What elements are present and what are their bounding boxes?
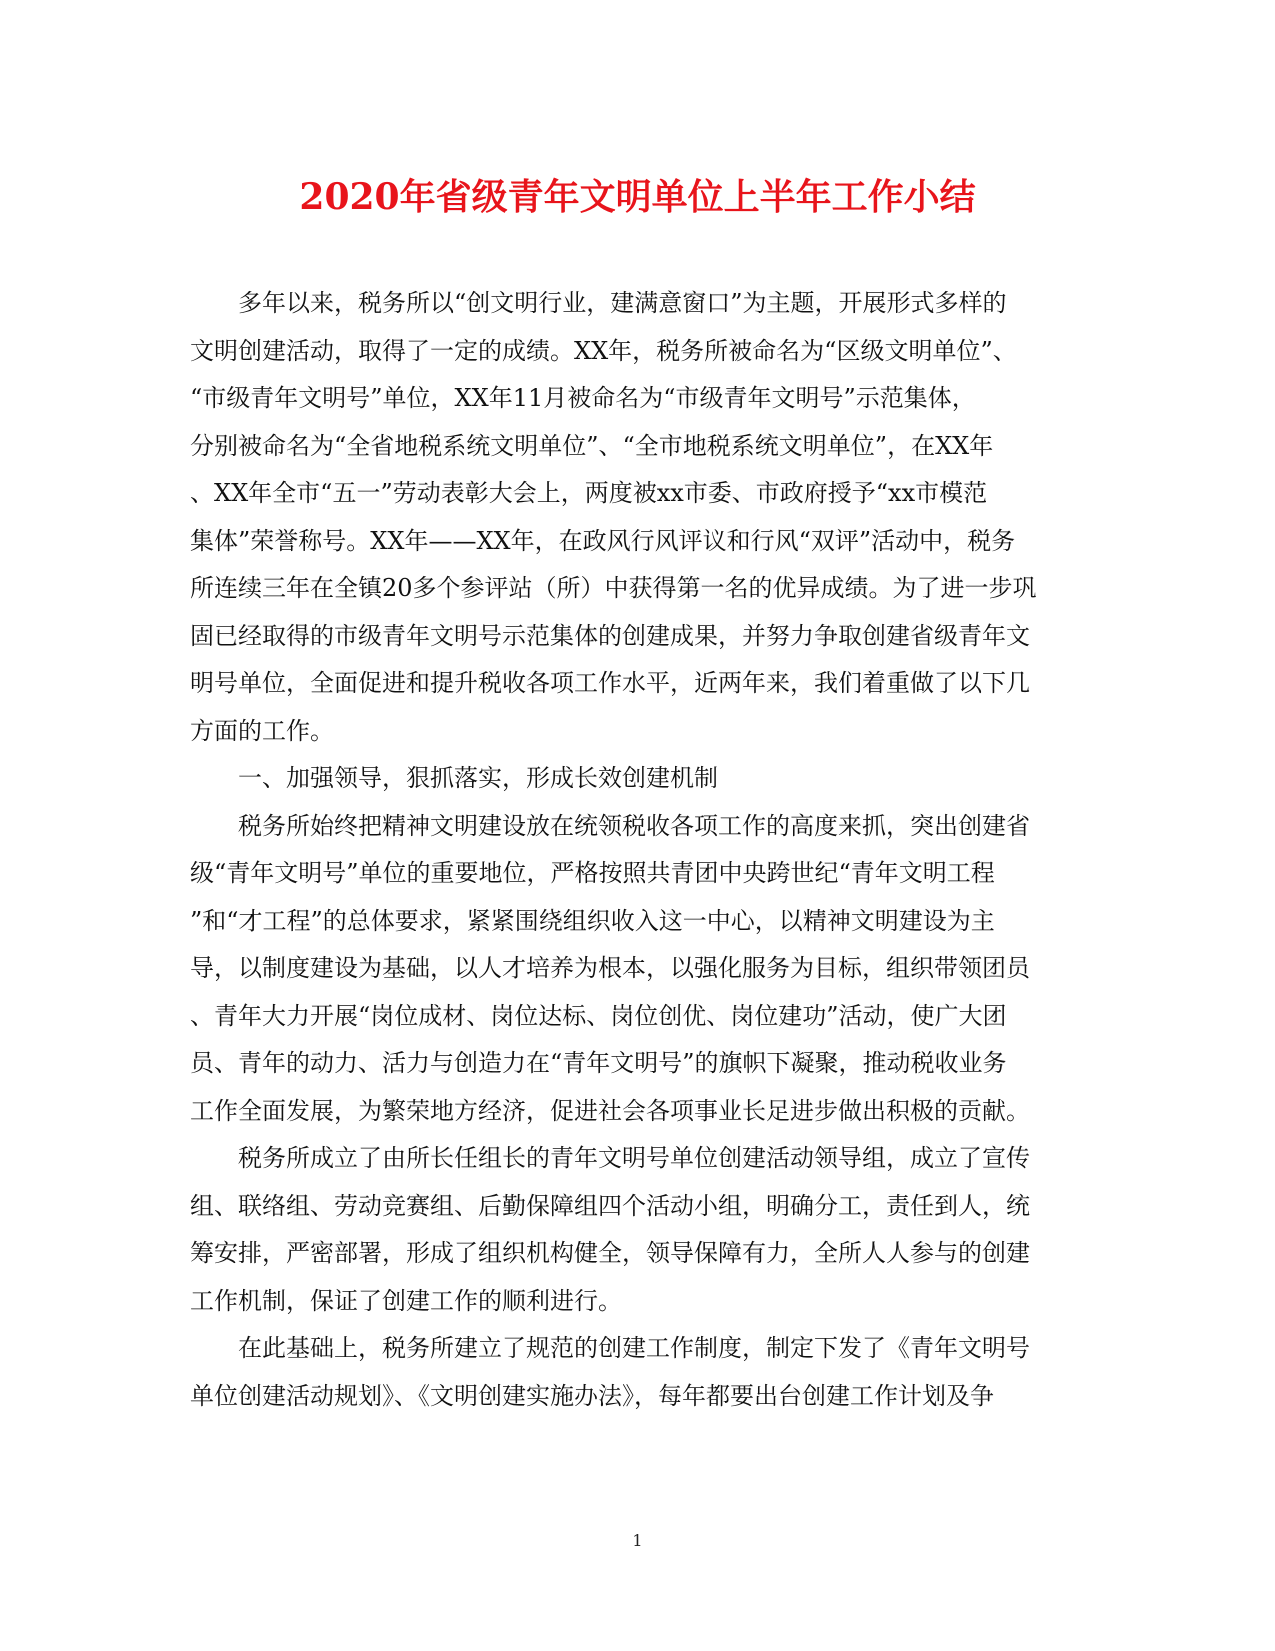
text-line: 多年以来，税务所以“创文明行业，建满意窗口”为主题，开展形式多样的 — [238, 289, 1007, 317]
text-line: 所连续三年在全镇20多个参评站（所）中获得第一名的优异成绩。为了进一步巩 — [190, 574, 1037, 602]
text-line: 在此基础上，税务所建立了规范的创建工作制度，制定下发了《青年文明号 — [238, 1334, 1030, 1362]
text-line: 、XX年全市“五一”劳动表彰大会上，两度被xx市委、市政府授予“xx市模范 — [190, 479, 988, 507]
text-line: 固已经取得的市级青年文明号示范集体的创建成果，并努力争取创建省级青年文 — [190, 621, 1030, 650]
text-line: 方面的工作。 — [190, 716, 334, 745]
text-line: 单位创建活动规划》、《文明创建实施办法》，每年都要出台创建工作计划及争 — [190, 1381, 994, 1410]
text-line: 明号单位，全面促进和提升税收各项工作水平，近两年来，我们着重做了以下几 — [190, 669, 1030, 697]
text-line: 级“青年文明号”单位的重要地位，严格按照共青团中央跨世纪“青年文明工程 — [190, 859, 995, 887]
text-line: 员、青年的动力、活力与创造力在“青年文明号”的旗帜下凝聚，推动税收业务 — [190, 1049, 1007, 1077]
text-line: 集体”荣誉称号。XX年——XX年，在政风行风评议和行风“双评”活动中，税务 — [190, 526, 1016, 555]
text-line: 文明创建活动，取得了一定的成绩。XX年，税务所被命名为“区级文明单位”、 — [190, 336, 1017, 365]
document-title: 2020年省级青年文明单位上半年工作小结 — [299, 176, 976, 218]
text-line: 组、联络组、劳动竞赛组、后勤保障组四个活动小组，明确分工，责任到人，统 — [190, 1191, 1030, 1220]
text-line: ”和“才工程”的总体要求，紧紧围绕组织收入这一中心，以精神文明建设为主 — [190, 906, 995, 935]
text-line: 工作机制，保证了创建工作的顺利进行。 — [190, 1286, 622, 1315]
text-line: 、青年大力开展“岗位成材、岗位达标、岗位创优、岗位建功”活动，使广大团 — [190, 1001, 1007, 1030]
text-line: “市级青年文明号”单位，XX年11月被命名为“市级青年文明号”示范集体， — [190, 384, 976, 412]
text-line: 导，以制度建设为基础，以人才培养为根本，以强化服务为目标，组织带领团员 — [190, 954, 1030, 982]
page-number: 1 — [632, 1531, 643, 1550]
text-line: 一、加强领导，狠抓落实，形成长效创建机制 — [238, 764, 718, 792]
text-line: 筹安排，严密部署，形成了组织机构健全，领导保障有力，全所人人参与的创建 — [190, 1239, 1030, 1267]
text-line: 税务所成立了由所长任组长的青年文明号单位创建活动领导组，成立了宣传 — [238, 1144, 1030, 1172]
text-line: 分别被命名为“全省地税系统文明单位”、“全市地税系统文明单位”，在XX年 — [190, 431, 994, 460]
text-line: 税务所始终把精神文明建设放在统领税收各项工作的高度来抓，突出创建省 — [238, 811, 1030, 840]
text-line: 工作全面发展，为繁荣地方经济，促进社会各项事业长足进步做出积极的贡献。 — [190, 1096, 1030, 1125]
document-body — [190, 280, 1080, 1420]
